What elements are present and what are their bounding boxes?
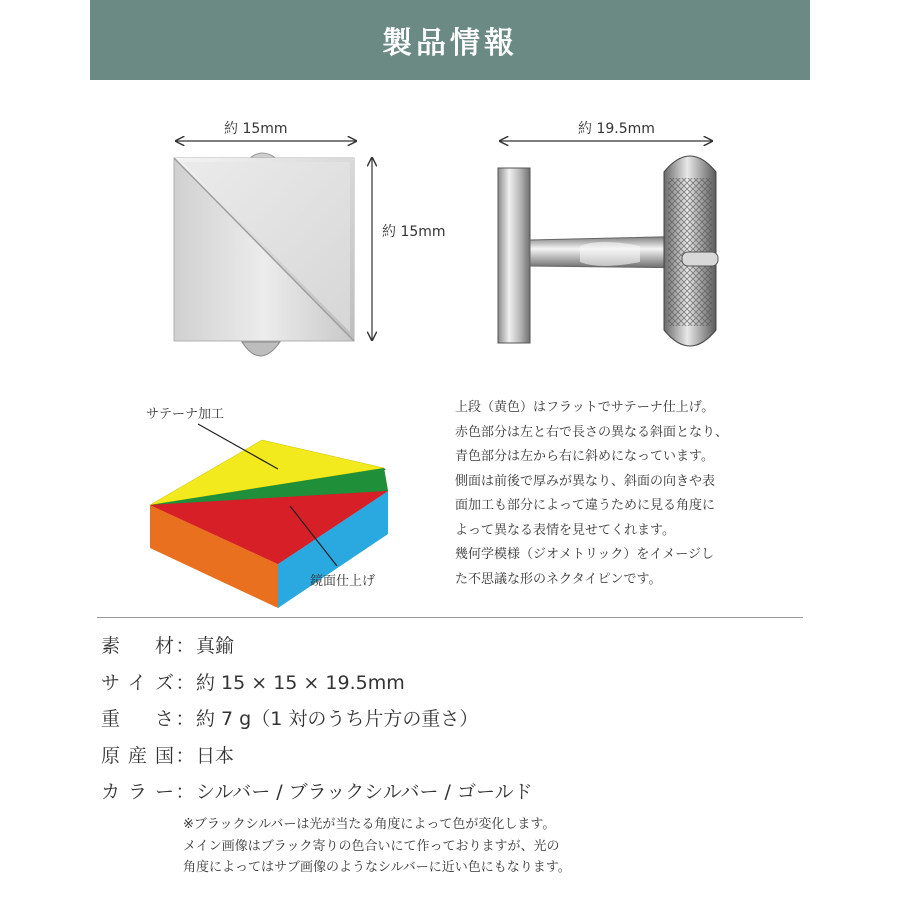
spec-colon: ： — [175, 744, 195, 767]
note-line: ※ブラックシルバーは光が当たる角度によって色が変化します。 — [183, 817, 556, 832]
spec-colon: ： — [175, 635, 195, 657]
description-line: よって異なる表情を見せてくれます。 — [455, 522, 675, 538]
description-line: 上段（黄色）はフラットでサテーナ仕上げ。 — [455, 400, 715, 415]
description-line: た不思議な形のネクタイピンです。 — [455, 571, 662, 587]
spec-label: 原産国 — [101, 744, 174, 767]
note-line: メイン画像はブラック寄りの色合いにて作っておりますが、光の — [183, 838, 560, 854]
front-width-label: 約 15mm — [224, 121, 288, 137]
spec-value: 約 15 × 15 × 19.5mm — [196, 671, 405, 694]
side-view-cufflink — [498, 156, 718, 346]
spec-label: サイズ — [101, 671, 174, 694]
spec-row-size — [101, 665, 533, 702]
product-description — [455, 396, 765, 592]
description-line: 赤色部分は左と右で長さの異なる斜面となり、 — [455, 424, 729, 440]
spec-label: 素材 — [101, 635, 174, 657]
description-line: 面加工も部分によって違うために見る角度に — [455, 498, 716, 513]
spec-row-weight — [101, 701, 533, 738]
spec-value: シルバー / ブラックシルバー / ゴールド — [196, 781, 533, 803]
front-view-cufflink — [174, 153, 354, 356]
description-line: 側面は前後で厚みが異なり、斜面の向きや表 — [455, 473, 716, 489]
spec-row-origin — [101, 738, 533, 775]
spec-value: 約 7 g（1 対のうち片方の重さ） — [196, 708, 479, 730]
spec-row-color — [101, 774, 533, 811]
description-line: 青色部分は左から右に斜めになっています。 — [455, 449, 714, 464]
side-width-label: 約 19.5mm — [578, 121, 655, 137]
mirror-finish-label: 鏡面仕上げ — [310, 574, 376, 589]
spec-list — [101, 628, 533, 811]
page-title: 製品情報 — [382, 26, 518, 61]
color-notes — [183, 814, 571, 879]
spec-value: 真鍮 — [196, 635, 235, 657]
spec-row-material — [101, 628, 533, 665]
note-line: 角度によってはサブ画像のようなシルバーに近い色にもなります。 — [183, 860, 571, 875]
spec-colon: ： — [175, 708, 195, 730]
spec-colon: ： — [175, 781, 195, 803]
front-height-label: 約 15mm — [382, 224, 446, 240]
spec-colon: ： — [175, 671, 195, 694]
spec-value: 日本 — [196, 744, 235, 767]
satin-finish-label: サテーナ加工 — [146, 407, 225, 422]
spec-label: カラー — [101, 781, 174, 803]
section-divider — [97, 617, 803, 618]
description-line: 幾何学模様（ジオメトリック）をイメージし — [455, 547, 714, 562]
spec-label: 重さ — [101, 708, 174, 730]
